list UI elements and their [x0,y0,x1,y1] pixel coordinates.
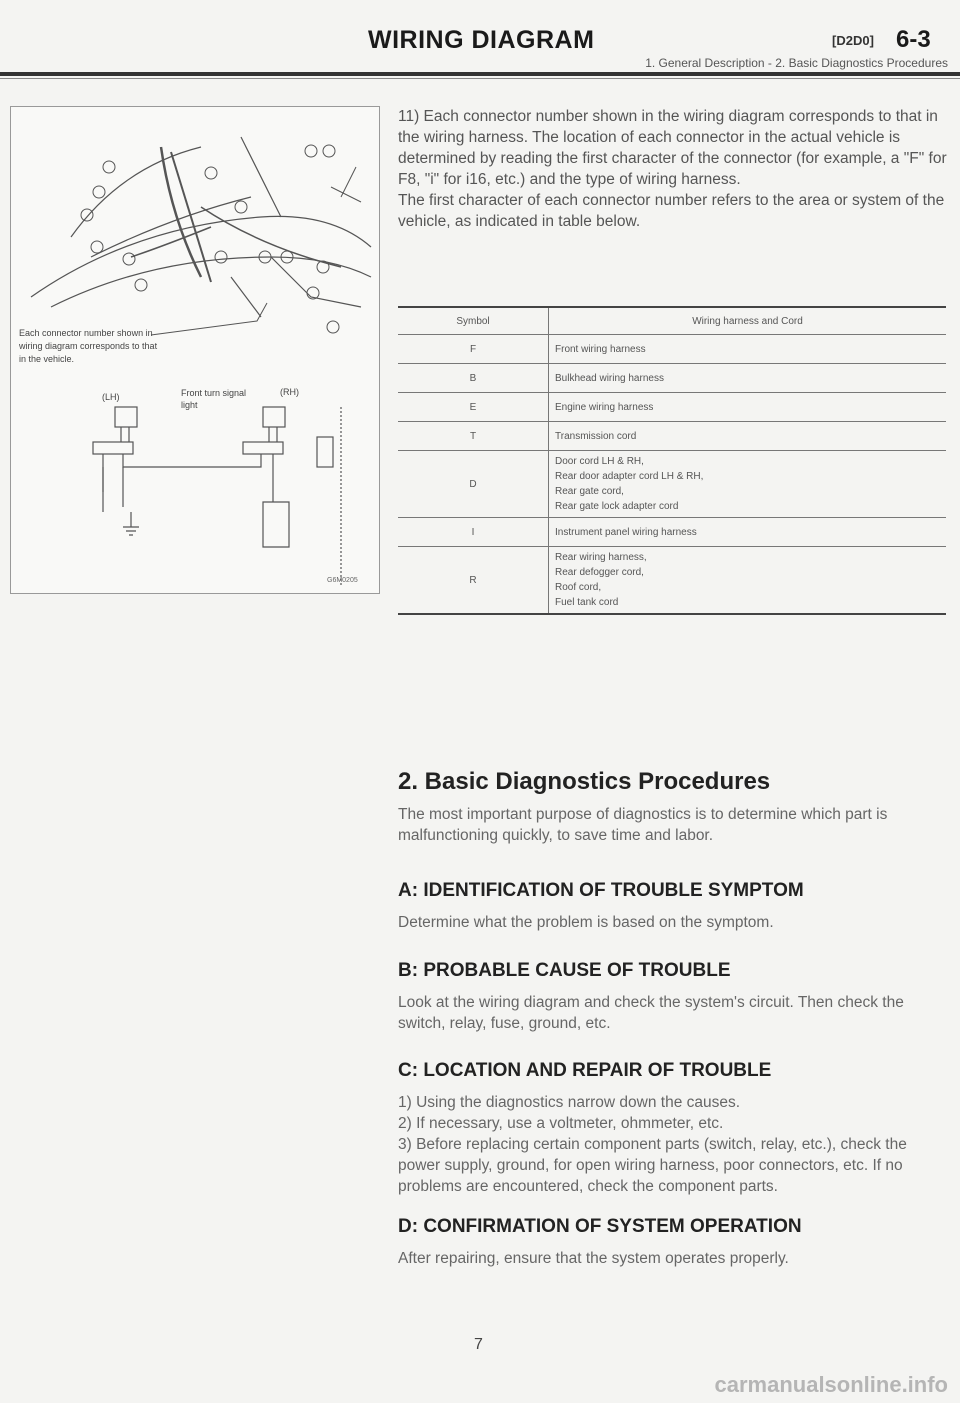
table-cell-symbol: R [398,547,549,615]
harness-line: Transmission cord [555,430,637,442]
section-a-text: Determine what the problem is based on the symptom. [398,914,774,931]
table-cell-harness [549,451,947,518]
section-c-item-1: 1) Using the diagnostics narrow down the causes. [398,1094,741,1111]
harness-line: Door cord LH & RH, [555,456,644,467]
section-c-item-2: 2) If necessary, use a voltmeter, ohmmeter, etc. [398,1115,724,1132]
intro-text [398,106,948,232]
harness-line: Engine wiring harness [555,401,654,413]
header-rule-thick [0,72,960,76]
table-cell-harness [549,422,947,451]
table-cell-harness [549,364,947,393]
figure-front-turn-label: Front turn signal light [181,388,247,410]
harness-line: Bulkhead wiring harness [555,372,664,384]
table-header-symbol: Symbol [398,307,549,335]
section-c-heading: C: LOCATION AND REPAIR OF TROUBLE [398,1060,772,1081]
intro-paragraph-2: The first character of each connector number refers to the area or system of the vehicle, as indicated in table below. [398,192,945,230]
harness-line: Front wiring harness [555,343,646,355]
table-row [398,451,946,518]
section-d-text: After repairing, ensure that the system operates properly. [398,1250,789,1267]
section-c-text [398,1092,948,1197]
table-row [398,364,946,393]
harness-line: Rear defogger cord, [555,567,644,578]
table-row [398,335,946,364]
harness-line: Rear door adapter cord LH & RH, [555,471,704,482]
header-code: [D2D0] [832,33,874,48]
intro-paragraph-1: 11) Each connector number shown in the wiring diagram corresponds to that in the wiring harness. The location of each connector in the actual vehicle is determined by reading the first character of the connector (for example, a "F" for F8, "i" for i16, etc.) and the type of wiring harness. [398,108,947,188]
section-c-item-3: 3) Before replacing certain component parts (switch, relay, etc.), check the power supply, ground, for open wiring harness, poor connectors, etc. If no problems are encountered, check the component parts. [398,1136,907,1195]
harness-line: Roof cord, [555,582,602,593]
table-row [398,547,946,615]
wiring-figure [10,106,380,594]
header-page-number: 6-3 [896,26,931,53]
table-cell-harness [549,518,947,547]
table-header-harness: Wiring harness and Cord [549,307,947,335]
figure-lh-label: (LH) [102,392,120,402]
table-cell-symbol: I [398,518,549,547]
harness-line: Rear gate lock adapter cord [555,501,679,512]
table-row [398,422,946,451]
section-2-text: The most important purpose of diagnostics is to determine which part is malfunctioning quickly, to save time and labor. [398,806,888,844]
page-number: 7 [474,1336,483,1353]
header-rule-thin [0,78,960,79]
figure-rh-label: (RH) [280,387,299,397]
table-cell-symbol: E [398,393,549,422]
figure-code: G6M0205 [327,577,358,584]
table-cell-symbol: T [398,422,549,451]
table-cell-harness [549,393,947,422]
table-header-row [398,307,946,335]
page-header [0,0,960,80]
table-cell-symbol: B [398,364,549,393]
section-a-heading: A: IDENTIFICATION OF TROUBLE SYMPTOM [398,880,804,901]
harness-line: Instrument panel wiring harness [555,526,697,538]
table-cell-harness [549,547,947,615]
section-2-title: 2. Basic Diagnostics Procedures [398,768,771,795]
table-row [398,393,946,422]
section-b-heading: B: PROBABLE CAUSE OF TROUBLE [398,960,731,981]
harness-line: Rear gate cord, [555,486,624,497]
harness-line: Rear wiring harness, [555,552,647,563]
section-b-text: Look at the wiring diagram and check the system's circuit. Then check the switch, relay, fuse, ground, etc. [398,994,904,1032]
table-cell-harness [549,335,947,364]
table-cell-symbol: F [398,335,549,364]
header-title: WIRING DIAGRAM [368,26,595,54]
harness-line: Fuel tank cord [555,597,619,608]
table-row [398,518,946,547]
connector-symbol-table [398,306,946,615]
table-cell-symbol: D [398,451,549,518]
watermark: carmanualsonline.info [714,1372,948,1397]
section-d-heading: D: CONFIRMATION OF SYSTEM OPERATION [398,1216,802,1237]
figure-caption: Each connector number shown in wiring diagram corresponds to that in the vehicle. [19,328,158,364]
header-subtitle: 1. General Description - 2. Basic Diagnostics Procedures [645,56,948,70]
